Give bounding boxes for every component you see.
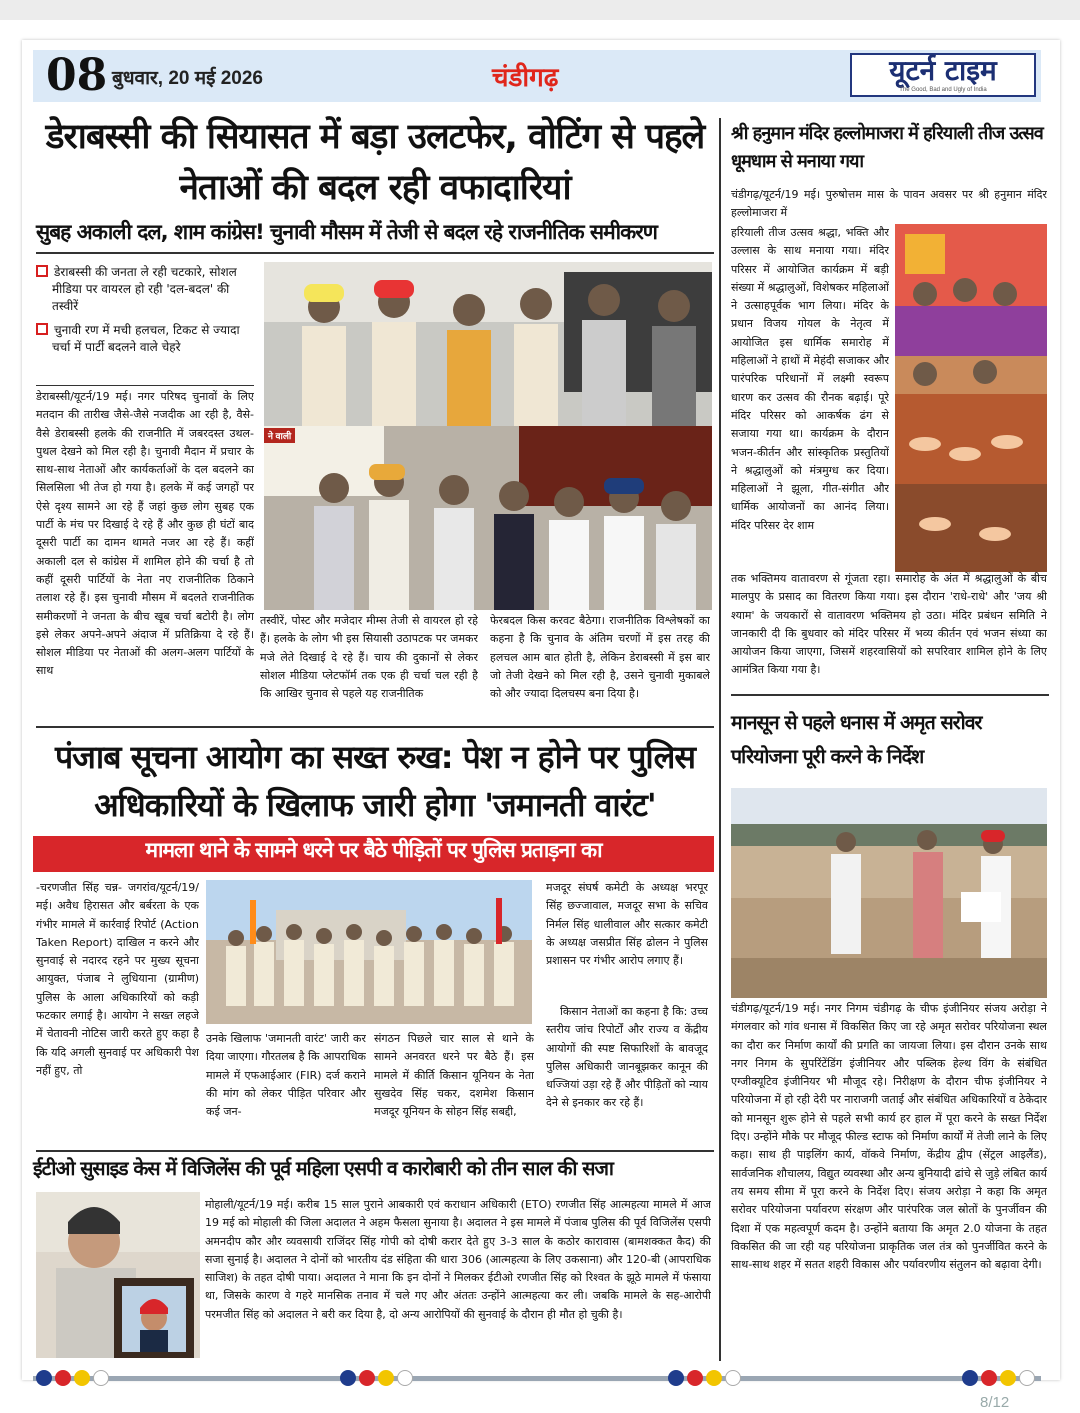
story1-body-col1: डेराबस्सी/यूटर्न/19 मई। नगर परिषद चुनावों के लिए मतदान की तारीख जैसे-जैसे नजदीक आ रही है, वैसे-वैसे डेराबस्सी हलके की राजनीति में जबरदस्त उथल-पुथल देखने को मिल रही है। चुनावी मैदान में प्रचार के साथ-साथ नेताओं और कार्यकर्ताओं के दल बदलने का सिलसिला भी तेज हो गया है। हलके में कई जगहों पर ऐसे दृश्य सामने आ रहे हैं जहां कुछ लोग सुबह एक पार्टी के मंच पर दिखाई दे रहे हैं और कुछ ही घंटों बाद दूसरी पार्टी का दामन थामते नजर आ रहे हैं। कहीं अकाली दल से कांग्रेस में शामिल होने की चर्चा है तो कहीं दूसरी पार्टियों के नेता नए राजनीतिक ठिकाने तलाश रहे हैं। इस चुनावी मौसम में बदलते राजनीतिक समीकरणों ने जनता के बीच खूब चर्चा बटोरी है। लोग इसे लेकर अपने-अपने अंदाज में प्रतिक्रिया दे रहे हैं। सोशल मीडिया पर नेताओं की अलग-अलग पार्टियों के साथ	[36, 390, 254, 678]
color-dot	[397, 1370, 413, 1386]
color-dot	[1000, 1370, 1016, 1386]
teej-festival-photo	[895, 224, 1047, 572]
divider	[36, 252, 714, 254]
footer-color-dots	[668, 1370, 744, 1388]
story2-banner: मामला थाने के सामने धरने पर बैठे पीड़ितों पर पुलिस प्रताड़ना का	[145, 838, 602, 862]
story5-headline: मानसून से पहले धनास में अमृत सरोवर परियोजना पूरी करने के निर्देश	[731, 711, 982, 768]
story2-body-col4a: मजदूर संघर्ष कमेटी के अध्यक्ष भरपूर सिंह छज्जावाल, मजदूर सभा के सचिव निर्मल सिंह धालीवाल और सत्कार कमेटी के अध्यक्ष जसप्रीत सिंह ढोलन ने पुलिस प्रशासन पर गंभीर आरोप लगाए हैं।	[546, 881, 708, 968]
color-dot	[962, 1370, 978, 1386]
story1-bullet: चुनावी रण में मची हलचल, टिकट से ज्यादा चर्चा में पार्टी बदलने वाले चेहरे	[36, 322, 254, 356]
divider	[36, 726, 714, 728]
color-dot	[668, 1370, 684, 1386]
story1-headline: डेराबस्सी की सियासत में बड़ा उलटफेर, वोटिंग से पहले नेताओं की बदल रही वफादारियां	[45, 117, 705, 208]
page-indicator: 8/12	[980, 1394, 1010, 1411]
color-dot	[340, 1370, 356, 1386]
color-dot	[1019, 1370, 1035, 1386]
color-dot	[93, 1370, 109, 1386]
footer-color-dots	[36, 1370, 112, 1388]
color-dot	[687, 1370, 703, 1386]
story2-headline: पंजाब सूचना आयोग का सख्त रुख: पेश न होने पर पुलिस अधिकारियों के खिलाफ जारी होगा 'जमानती वारंट'	[55, 738, 695, 824]
logo-tagline: The Good, Bad and Ugly of India	[899, 87, 987, 93]
story1-body-col2: तस्वीरें, पोस्ट और मजेदार मीम्स तेजी से वायरल हो रहे हैं। हलके के लोग भी इस सियासी उठापटक पर जमकर मजे लेते दिखाई दे रहे हैं। चाय की दुकानों से लेकर सोशल मीडिया प्लेटफॉर्म तक एक ही चर्चा चल रही है कि आखिर चुनाव से पहले यह राजनीतिक	[260, 614, 478, 701]
footer-color-dots	[962, 1370, 1038, 1388]
story5-body: चंडीगढ़/यूटर्न/19 मई। नगर निगम चंडीगढ़ के चीफ इंजीनियर संजय अरोड़ा ने मंगलवार को गांव धनास में विकसित किए जा रहे अमृत सरोवर परियोजना स्थल का दौरा कर निर्माण कार्यों की प्रगति का जायजा लिया। इस दौरान उनके साथ नगर निगम के सुपरिंटेंडिंग इंजीनियर और पब्लिक हेल्थ विंग के संबंधित एग्जीक्यूटिव इंजीनियर भी मौजूद रहे। निरीक्षण के दौरान चीफ इंजीनियर ने परियोजना में हो रही देरी पर नाराजगी जताई और संबंधित अधिकारियों व ठेकेदार को मानसून शुरू होने से पहले सभी कार्य हर हाल में पूरा करने के सख्त निर्देश दिए। उन्होंने मौके पर मौजूद फील्ड स्टाफ को निर्माण कार्यों में तेजी लाने के लिए कहा। साथ ही पाइलिंग कार्य, वॉकवे निर्माण, केंद्रीय द्वीप (सेंट्रल आइलैंड), सार्वजनिक शौचालय, विद्युत व्यवस्था और अन्य बुनियादी ढांचे से जुड़े लंबित कार्य तय समय सीमा में पूरा करने के निर्देश दिए। संजय अरोड़ा ने कहा कि अमृत सरोवर परियोजना पर्यावरण संरक्षण और पारंपरिक जल स्रोतों के पुनर्जीवन की दिशा में एक महत्वपूर्ण कदम है। उन्होंने बताया कि अमृत 2.0 योजना के तहत विकसित की जा रही यह परियोजना प्राकृतिक जल तंत्र को पुनर्जीवित करने के साथ-साथ शहर में सतत शहरी विकास और पर्यावरणीय संतुलन को बढ़ावा देगी।	[731, 1002, 1047, 1272]
story2-body-col3: संगठन पिछले चार साल से थाने के सामने अनवरत धरने पर बैठे हैं। इस मामले में कीर्ति किसान यूनियन के नेता सुखदेव सिंह चकर, दशमेश किसान मजदूर यूनियन के सोहन सिंह सबद्दी,	[374, 1032, 534, 1119]
divider	[36, 385, 254, 386]
story2-body-col4b: किसान नेताओं का कहना है कि: उच्च स्तरीय जांच रिपोर्टों और राज्य व केंद्रीय आयोगों की स्पष्ट सिफारिशों के बावजूद पुलिस अधिकारी जानबूझकर कानून की धज्जियां उड़ा रहे हैं और पीड़ितों को न्याय देने से इनकार कर रहे हैं।	[546, 1005, 708, 1110]
story4-lead-side: हरियाली तीज उत्सव श्रद्धा, भक्ति और उल्लास के साथ मनाया गया। मंदिर परिसर में आयोजित कार्यक्रम में बड़ी संख्या में श्रद्धालुओं, विशेषकर महिलाओं ने उत्साहपूर्वक भाग लिया। मंदिर के प्रधान विजय गोयल के नेतृत्व में आयोजित इस धार्मिक समारोह में महिलाओं ने हाथों में मेहंदी सजाकर और पारंपरिक परिधानों में लक्ष्मी स्वरूप धारण कर उत्सव की रौनक बढ़ाई। पूरे मंदिर परिसर को आकर्षक ढंग से सजाया गया था। कार्यक्रम के दौरान भजन-कीर्तन और सांस्कृतिक प्रस्तुतियों ने श्रद्धालुओं को मंत्रमुग्ध कर दिया। महिलाओं ने झूला, गीत-संगीत और धार्मिक आयोजनों का आनंद लिया। मंदिर परिसर देर शाम	[731, 226, 889, 532]
logo-text: यूटर्न टाइम	[889, 54, 997, 87]
color-dot	[74, 1370, 90, 1386]
story4-lead-top: चंडीगढ़/यूटर्न/19 मई। पुरुषोत्तम मास के पावन अवसर पर श्री हनुमान मंदिर हल्लोमाजरा में	[731, 186, 1047, 222]
story3-body: मोहाली/यूटर्न/19 मई। करीब 15 साल पुराने आबकारी एवं कराधान अधिकारी (ETO) रणजीत सिंह आत्महत्या मामले में आज 19 मई को मोहाली की जिला अदालत ने अहम फैसला सुनाया है। अदालत ने इस मामले में पंजाब पुलिस की पूर्व विजिलेंस एसपी अमनदीप कौर और व्यवसायी राजिंदर सिंह गोपी को दोषी करार देते हुए 3-3 साल के कठोर कारावास (बामशक्कत कैद) की सजा सुनाई है। अदालत ने दोनों को भारतीय दंड संहिता की धारा 306 (आत्महत्या के लिए उकसाना) और 120-बी (आपराधिक साजिश) के तहत दोषी पाया। अदालत ने माना कि इन दोनों ने मिलकर ईटीओ रणजीत सिंह को रिश्वत के झूठे मामले में फंसाया था, जिसके कारण वे गहरे मानसिक तनाव में चले गए और अंततः उन्होंने आत्महत्या कर ली। जबकि मामले के सह-आरोपी परमजीत सिंह को अदालत ने बरी कर दिया है, दो अन्य आरोपियों की सुनवाई के दौरान ही मौत हो चुकी है।	[205, 1198, 711, 1321]
issue-date: बुधवार, 20 मई 2026	[112, 68, 263, 89]
column-divider	[719, 118, 721, 1361]
color-dot	[378, 1370, 394, 1386]
footer-color-dots	[340, 1370, 416, 1388]
story4-body: तक भक्तिमय वातावरण से गूंजता रहा। समारोह के अंत में श्रद्धालुओं के बीच मालपुए के प्रसाद का वितरण किया गया। इस दौरान 'राधे-राधे' और 'जय श्री श्याम' के जयकारों से वातावरण भक्तिमय हो उठा। मंदिर प्रबंधन समिति ने जानकारी दी कि बुधवार को मंदिर परिसर में भव्य कीर्तन एवं भजन संध्या का आयोजन किया जाएगा, जिसमें शहरवासियों को सपरिवार शामिल होने के लिए आमंत्रित किया गया है।	[731, 572, 1047, 677]
color-dot	[725, 1370, 741, 1386]
viewer-top-bar	[0, 0, 1080, 20]
divider	[731, 694, 1049, 696]
group-photo-1	[264, 262, 712, 426]
color-dot	[359, 1370, 375, 1386]
color-dot	[981, 1370, 997, 1386]
divider	[36, 1150, 714, 1152]
story2-body-col1: -चरणजीत सिंह चन्न- जगरांव/यूटर्न/19/मई। अवैध हिरासत और बर्बरता के एक गंभीर मामले में कार्रवाई रिपोर्ट (Action Taken Report) दाखिल न करने और सुनवाई से नदारद रहने पर मुख्य सूचना आयुक्त, पंजाब ने लुधियाना (ग्रामीण) पुलिस के आला अधिकारियों को कड़ी फटकार लगाई है। आयोग ने सख्त लहजे में चेतावनी नोटिस जारी करते हुए कहा है कि यदि अगली सुनवाई पर अधिकारी पेश नहीं हुए, तो	[36, 881, 199, 1077]
footer-rule	[33, 1376, 1041, 1381]
group-photo-2	[264, 426, 712, 610]
edition-city: चंडीगढ़	[492, 63, 559, 93]
protest-photo	[206, 880, 532, 1024]
color-dot	[55, 1370, 71, 1386]
court-case-photo	[36, 1192, 200, 1358]
photo-banner-text: ने वाली	[264, 428, 295, 443]
color-dot	[706, 1370, 722, 1386]
story1-subheadline: सुबह अकाली दल, शाम कांग्रेस! चुनावी मौसम में तेजी से बदल रहे राजनीतिक समीकरण	[36, 220, 657, 244]
story4-headline: श्री हनुमान मंदिर हल्लोमाजरा में हरियाली तीज उत्सव धूमधाम से मनाया गया	[731, 123, 1043, 172]
story3-headline: ईटीओ सुसाइड केस में विजिलेंस की पूर्व महिला एसपी व कारोबारी को तीन साल की सजा	[33, 1157, 613, 1180]
color-dot	[36, 1370, 52, 1386]
page-number: 08	[46, 50, 108, 101]
story1-bullet: डेराबस्सी की जनता ले रही चटकारे, सोशल मीडिया पर वायरल हो रही 'दल-बदल' की तस्वीरें	[36, 264, 254, 315]
story1-body-col3: फेरबदल किस करवट बैठेगा। राजनीतिक विश्लेषकों का कहना है कि चुनाव के अंतिम चरणों में इस तरह की हलचल आम बात होती है, लेकिन डेराबस्सी में इस बार जो तेजी देखने को मिल रही है, उसने चुनावी मुकाबले को और ज्यादा दिलचस्प बना दिया है।	[490, 614, 710, 701]
amrit-sarovar-site-photo	[731, 788, 1047, 998]
story2-body-col2: उनके खिलाफ 'जमानती वारंट' जारी कर दिया जाएगा। गौरतलब है कि आपराधिक मामले में एफआईआर (FIR) दर्ज कराने की मांग को लेकर पीड़ित परिवार और कई जन-	[206, 1032, 366, 1119]
